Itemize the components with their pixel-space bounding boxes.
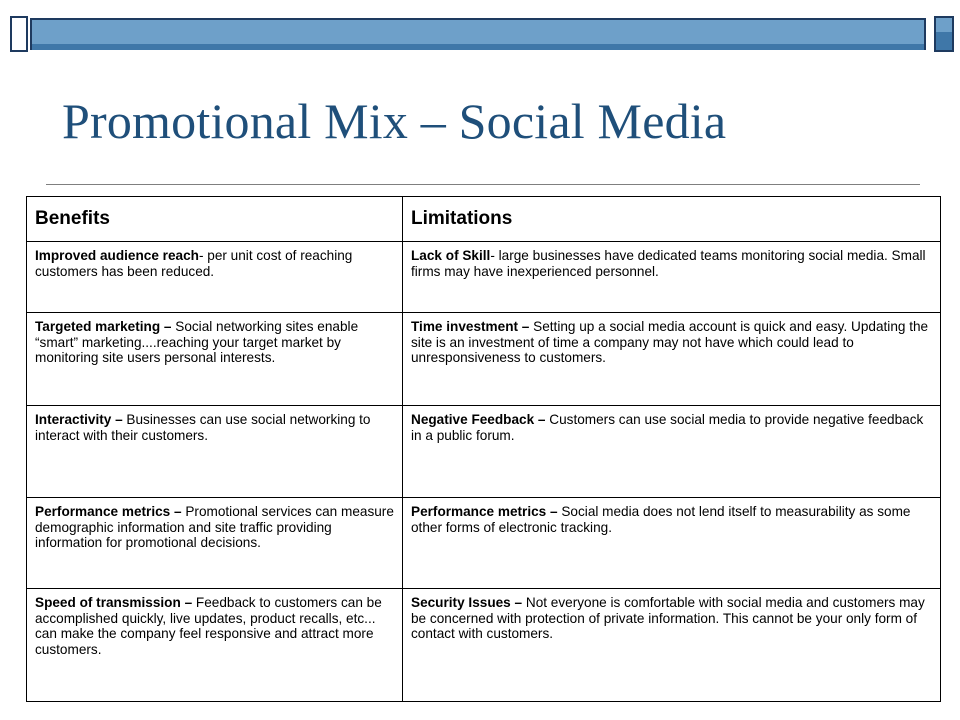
benefit-lead: Improved audience reach — [35, 248, 199, 263]
benefit-text: Feedback to customers can be accomplished quickly, live updates, product recalls, etc... can make the company feel responsive and attract more customers. — [35, 595, 382, 657]
limitation-text: - large businesses have dedicated teams monitoring social media. Small firms may have inexperienced personnel. — [411, 248, 926, 279]
benefit-cell — [27, 589, 403, 702]
header-benefits: Benefits — [27, 197, 403, 242]
benefit-cell — [27, 406, 403, 498]
benefit-lead: Speed of transmission – — [35, 595, 193, 610]
table-row — [27, 406, 941, 498]
limitation-lead: Performance metrics – — [411, 504, 558, 519]
benefit-lead: Targeted marketing – — [35, 319, 172, 334]
limitation-cell — [403, 498, 941, 589]
benefit-cell — [27, 242, 403, 313]
limitation-lead: Security Issues – — [411, 595, 523, 610]
table-row — [27, 242, 941, 313]
benefit-text: - per unit cost of reaching customers has been reduced. — [35, 248, 353, 279]
benefit-text: Businesses can use social networking to interact with their customers. — [35, 412, 371, 443]
table-header-row — [27, 197, 941, 242]
bar-right-cap — [934, 16, 954, 52]
limitation-text: Setting up a social media account is quick and easy. Updating the site is an investment of time a company may not have which could lead to unresponsiveness to customers. — [411, 319, 929, 365]
limitation-cell — [403, 589, 941, 702]
limitation-lead: Lack of Skill — [411, 248, 491, 263]
limitation-text: Social media does not lend itself to measurability as some other forms of electronic tracking. — [411, 504, 911, 535]
benefit-lead: Performance metrics – — [35, 504, 182, 519]
limitation-text: Customers can use social media to provide negative feedback in a public forum. — [411, 412, 924, 443]
benefit-cell — [27, 498, 403, 589]
benefit-lead: Interactivity – — [35, 412, 123, 427]
table-row — [27, 313, 941, 406]
limitation-cell — [403, 406, 941, 498]
limitation-lead: Negative Feedback – — [411, 412, 546, 427]
slide-title: Promotional Mix – Social Media — [62, 93, 727, 149]
benefit-text: Social networking sites enable “smart” marketing....reaching your target market by monitoring site users personal interests. — [35, 319, 359, 365]
top-decorative-bar — [10, 12, 954, 56]
table-row — [27, 589, 941, 702]
limitation-cell — [403, 242, 941, 313]
benefits-limitations-table — [26, 196, 941, 702]
bar-body — [30, 18, 926, 50]
table-row — [27, 498, 941, 589]
limitation-lead: Time investment – — [411, 319, 530, 334]
header-limitations: Limitations — [403, 197, 941, 242]
benefit-text: Promotional services can measure demographic information and site traffic providing information for promotional decisions. — [35, 504, 394, 550]
benefit-cell — [27, 313, 403, 406]
bar-left-cap — [10, 16, 28, 52]
limitation-text: Not everyone is comfortable with social media and customers may be concerned with protection of private information. This cannot be your only form of contact with customers. — [411, 595, 925, 641]
title-divider — [46, 184, 920, 185]
limitation-cell — [403, 313, 941, 406]
